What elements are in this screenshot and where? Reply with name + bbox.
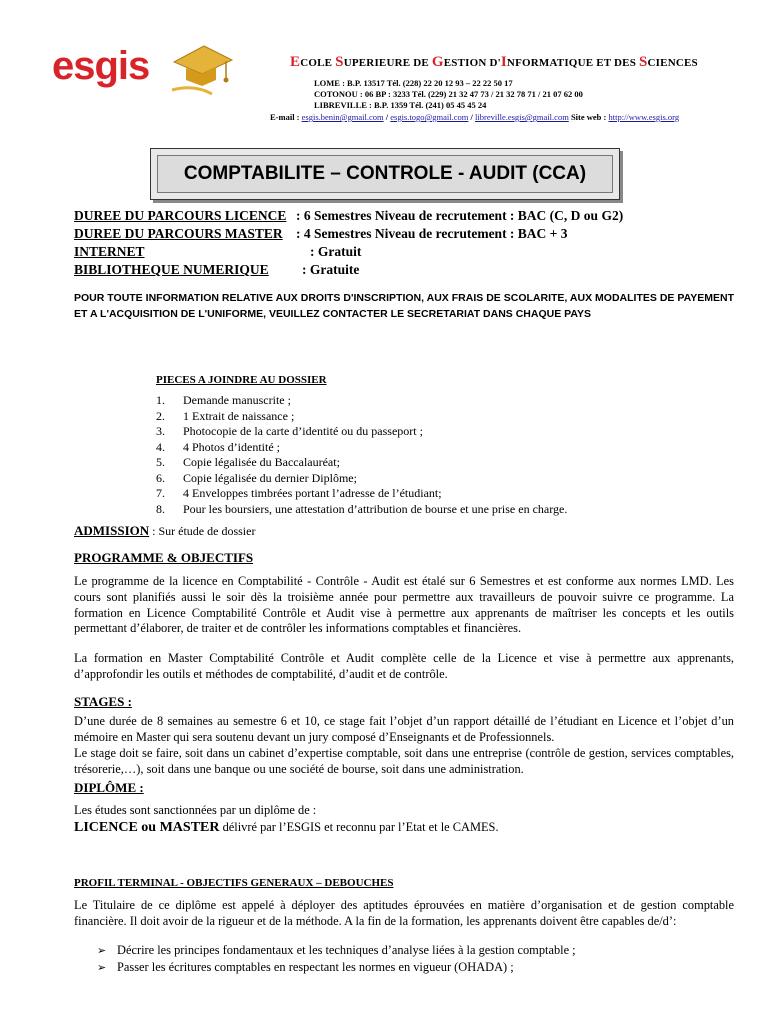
email-libreville-link[interactable]: libreville.esgis@gmail.com: [475, 112, 569, 122]
info-row-master: DUREE DU PARCOURS MASTER : 4 Semestres Niveau de recrutement : BAC + 3: [74, 226, 568, 241]
graduation-cap-icon: [164, 40, 234, 98]
list-item: 5. Copie légalisée du Baccalauréat;: [156, 455, 340, 469]
stages-paragraph-1: D’une durée de 8 semaines au semestre 6 et 10, ce stage fait l’objet d’un rapport détaillé de l’étudiant en Licence et l’objet d’un mémoire en Master qui sera soutenu devant un jury composé d’Enseignants et de Professionnels.: [74, 714, 734, 744]
email-togo-link[interactable]: esgis.togo@gmail.com: [390, 112, 469, 122]
programme-paragraph-2: La formation en Master Comptabilité Contrôle et Audit complète celle de la Licence et vise à permettre aux apprenants, d’approfondir les outils et méthodes de comptabilité, d’audit et de contrôle.: [74, 651, 734, 681]
address-cotonou: COTONOU : 06 BP : 3233 Tél. (229) 21 32 47 73 / 21 32 78 71 / 21 07 62 00: [314, 89, 583, 99]
profil-heading: PROFIL TERMINAL - OBJECTIFS GENERAUX – DEBOUCHES: [74, 877, 394, 889]
program-title: COMPTABILITE – CONTROLE - AUDIT (CCA): [183, 163, 587, 184]
stages-paragraph-2: Le stage doit se faire, soit dans un cabinet d’expertise comptable, soit dans une entreprise (contrôle de gestion, services comptables, trésorerie,…), soit dans une banque ou une société de bourse, soit dans une administration.: [74, 746, 734, 776]
contact-line: E-mail : esgis.benin@gmail.com / esgis.togo@gmail.com / libreville.esgis@gmail.com Site web : http://www.esgis.org: [270, 112, 680, 122]
address-libreville: LIBREVILLE : B.P. 1359 Tél. (241) 05 45 45 24: [314, 100, 487, 110]
logo-text: esgis: [52, 44, 150, 88]
website-link[interactable]: http://www.esgis.org: [608, 112, 680, 122]
programme-heading: PROGRAMME & OBJECTIFS: [74, 550, 254, 565]
diplome-paragraph-1: Les études sont sanctionnées par un diplôme de :: [74, 803, 317, 817]
diplome-heading: DIPLÔME :: [74, 780, 144, 795]
info-row-internet: INTERNET : Gratuit: [74, 244, 362, 259]
list-item: 2. 1 Extrait de naissance ;: [156, 408, 295, 423]
registration-notice: POUR TOUTE INFORMATION RELATIVE AUX DROITS D'INSCRIPTION, AUX FRAIS DE SCOLARITE, AUX MODALITES DE PAYEMENT ET A L'ACQUISITION DE L'UNIFORME, VEUILLEZ CONTACTER LE SECRETARIAT DANS CHAQUE PAYS: [74, 292, 734, 320]
list-item: 7. 4 Enveloppes timbrées portant l’adresse de l’étudiant;: [156, 486, 442, 500]
diplome-paragraph-2: LICENCE ou MASTER délivré par l’ESGIS et reconnu par l’Etat et le CAMES.: [74, 820, 499, 835]
programme-paragraph-1: Le programme de la licence en Comptabilité - Contrôle - Audit est étalé sur 6 Semestres et est conforme aux normes LMD. Les cours sont planifiés aussi le soir dès la troisième année pour permettre aux travailleurs de pouvoir suivre ce programme. La formation en Licence Comptabilité Contrôle et Audit vise à permettre aux apprenants de maîtriser les concepts et les outils permettant d’élaborer, de traiter et de contrôler les informations comptables et financières.: [74, 574, 734, 636]
list-item: 6. Copie légalisée du dernier Diplôme;: [156, 470, 357, 485]
list-item: 4. 4 Photos d’identité ;: [156, 439, 280, 454]
admission-line: ADMISSION : Sur étude de dossier: [74, 523, 256, 538]
email-benin-link[interactable]: esgis.benin@gmail.com: [301, 112, 384, 122]
profil-paragraph: Le Titulaire de ce diplôme est appelé à déployer des aptitudes éprouvées en matière d’organisation et de gestion comptable financière. Il doit avoir de la rigueur et de la méthode. A la fin de la formation, les apprenants doivent être capables de/d’:: [74, 898, 734, 928]
documents-heading: PIECES A JOINDRE AU DOSSIER: [156, 374, 327, 386]
list-item: 1. Demande manuscrite ;: [156, 393, 291, 407]
info-row-library: BIBLIOTHEQUE NUMERIQUE : Gratuite: [74, 262, 360, 277]
arrow-bullet-icon: ➢: [97, 945, 107, 957]
degree-name: LICENCE ou MASTER: [74, 820, 220, 835]
documents-list: [156, 393, 567, 517]
stages-heading: STAGES :: [74, 694, 132, 709]
arrow-bullet-icon: ➢: [97, 962, 107, 974]
list-item: ➢ Passer les écritures comptables en respectant les normes en vigueur (OHADA) ;: [97, 960, 514, 974]
info-row-licence: DUREE DU PARCOURS LICENCE : 6 Semestres Niveau de recrutement : BAC (C, D ou G2): [74, 208, 624, 223]
list-item: 3. Photocopie de la carte d’identité ou du passeport ;: [156, 424, 423, 438]
list-item: ➢ Décrire les principes fondamentaux et les techniques d’analyse liées à la gestion comptable ;: [97, 943, 576, 957]
profil-bullet-list: [97, 942, 576, 976]
list-item: 8. Pour les boursiers, une attestation d’attribution de bourse et une prise en charge.: [156, 501, 568, 516]
address-lome: LOME : B.P. 13517 Tél. (228) 22 20 12 93 – 22 22 50 17: [314, 78, 513, 88]
school-name: ECOLE SUPERIEURE DE GESTION D'INFORMATIQUE ET DES SCIENCES: [290, 54, 698, 70]
program-title-box: [150, 148, 620, 200]
esgis-logo: [52, 40, 232, 100]
